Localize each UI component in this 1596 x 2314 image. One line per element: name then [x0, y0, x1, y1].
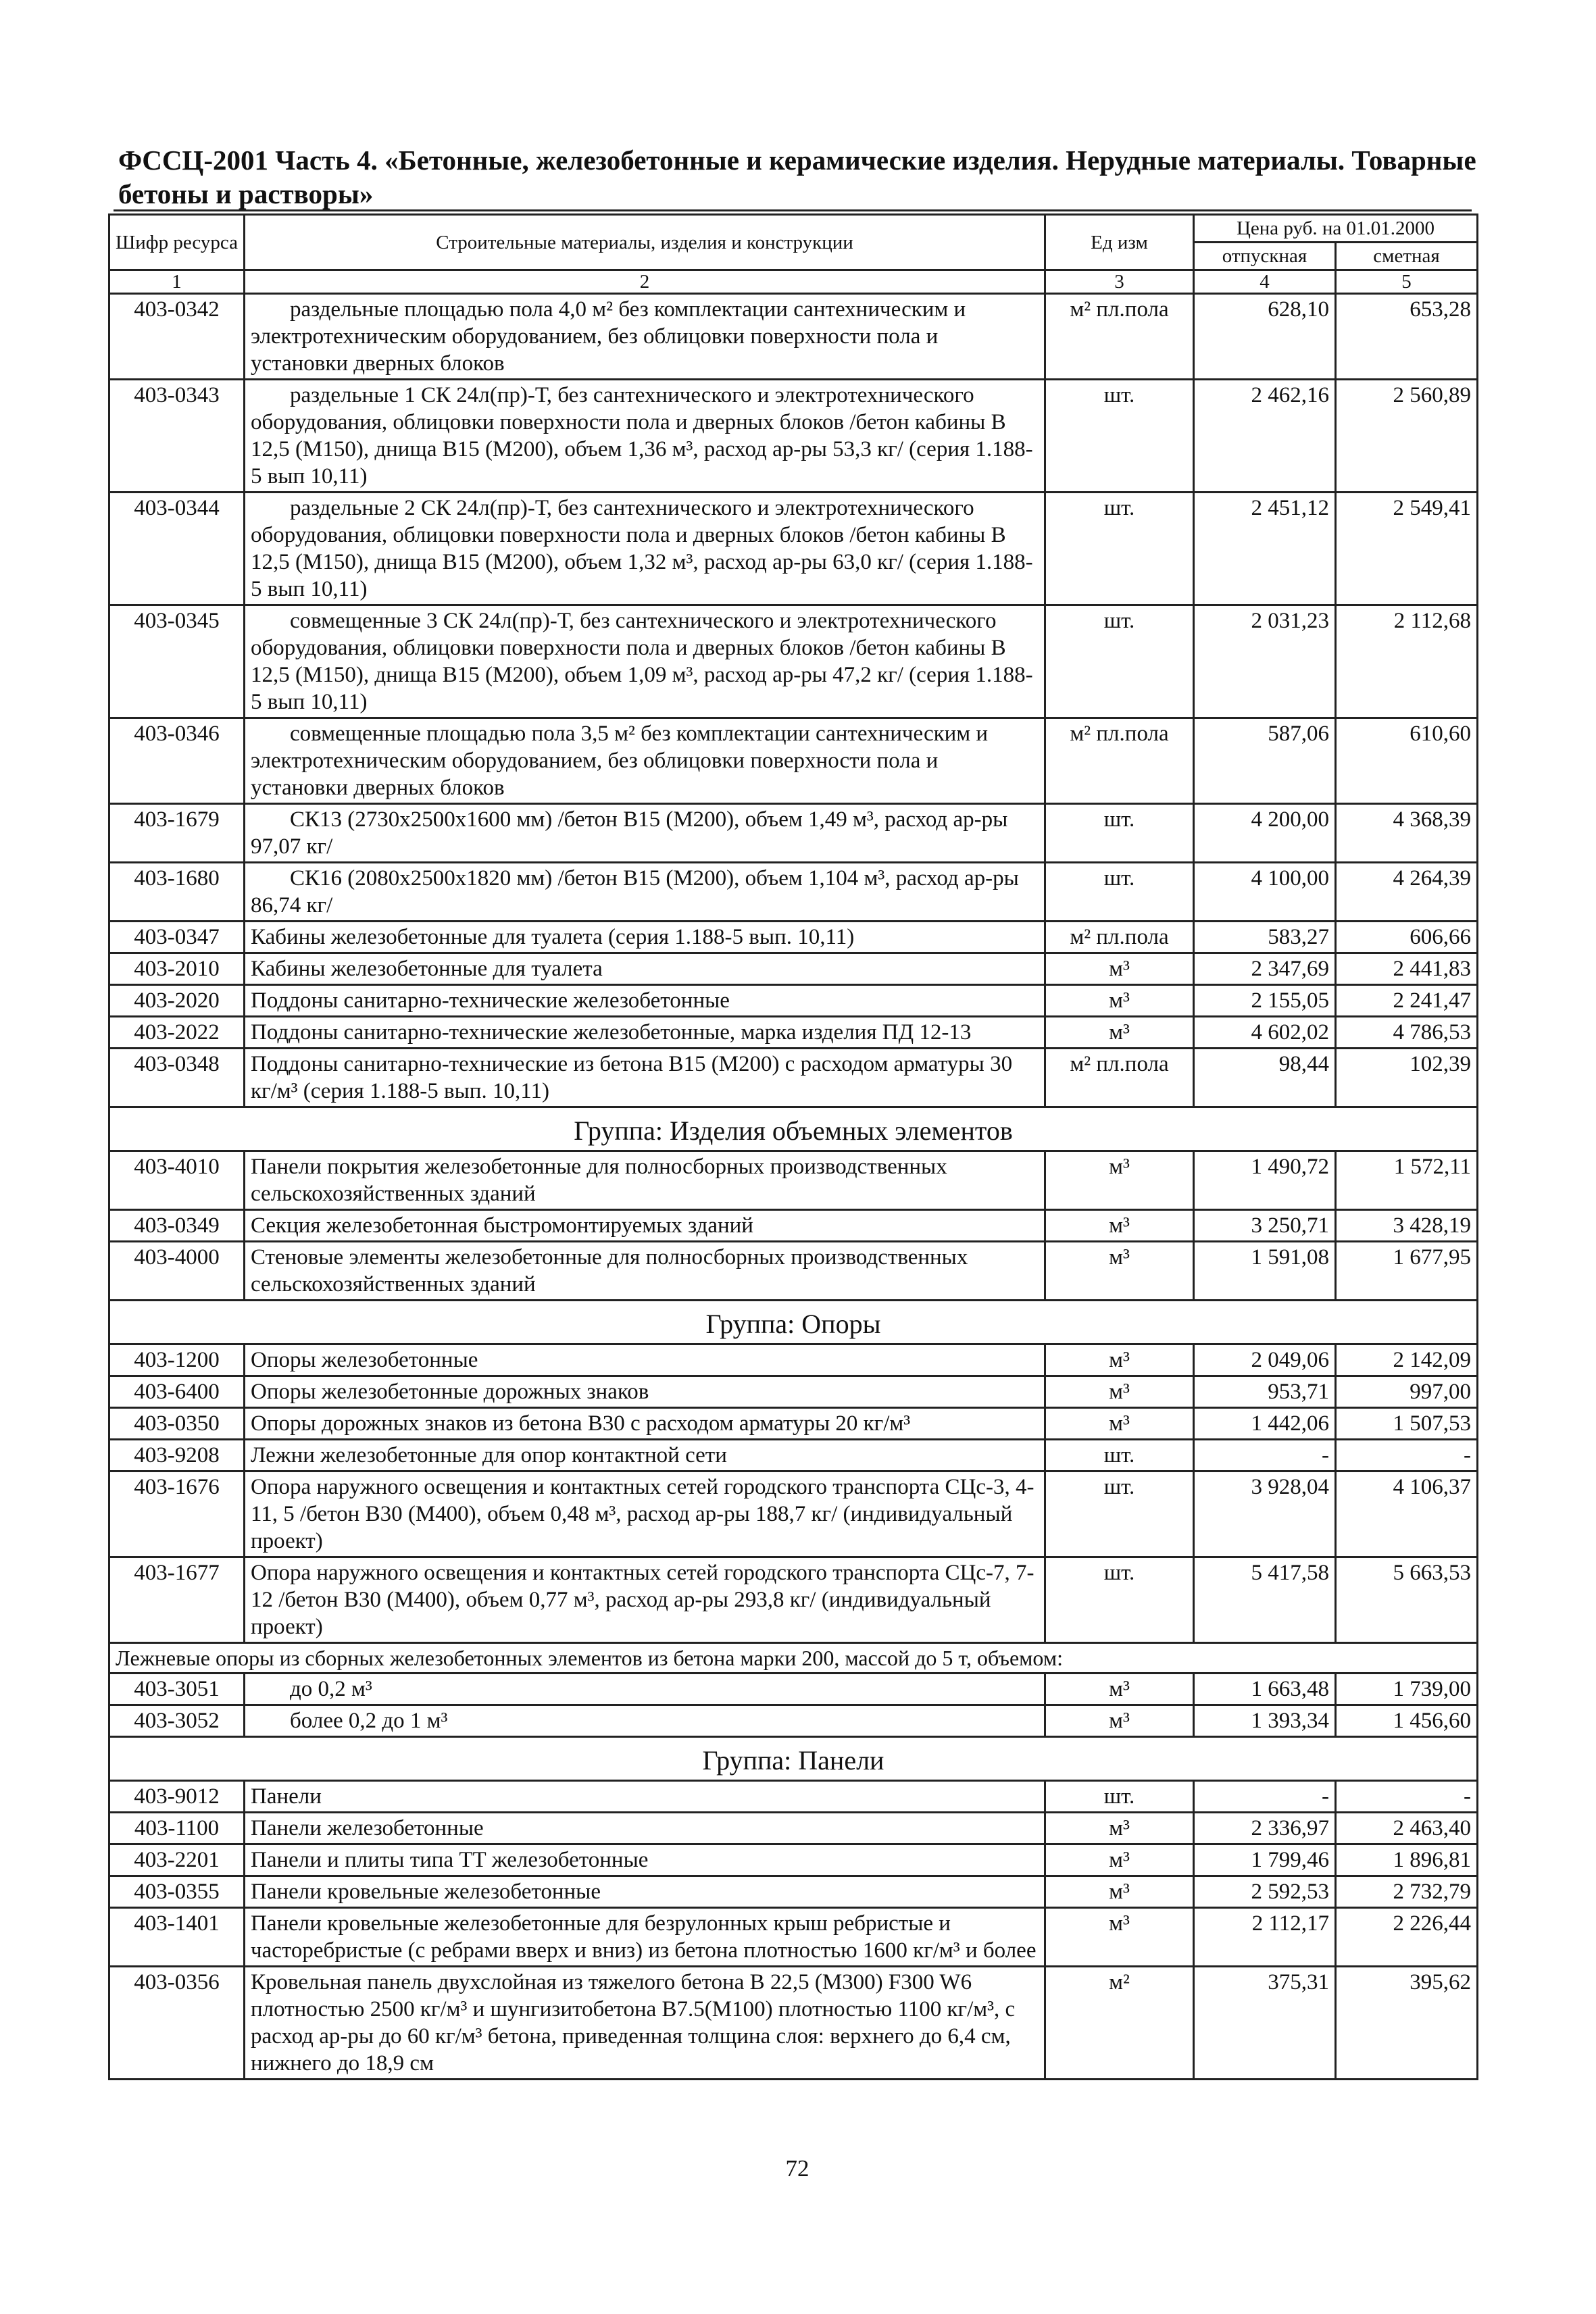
estimate-price: 1 572,11 — [1336, 1151, 1478, 1210]
column-number: 4 — [1194, 270, 1336, 294]
release-price: 4 100,00 — [1194, 863, 1336, 922]
estimate-price: 102,39 — [1336, 1049, 1478, 1107]
table-row — [109, 1813, 1478, 1844]
estimate-price: 2 226,44 — [1336, 1908, 1478, 1967]
table-row — [109, 922, 1478, 953]
group-title: Группа: Панели — [109, 1737, 1478, 1781]
group-title: Группа: Опоры — [109, 1301, 1478, 1344]
resource-code: 403-2022 — [109, 1017, 245, 1049]
table-row — [109, 953, 1478, 985]
release-price: 375,31 — [1194, 1967, 1336, 2080]
table-row — [109, 804, 1478, 863]
resource-code: 403-0342 — [109, 294, 245, 380]
material-name: Поддоны санитарно-технические железобетонные — [245, 985, 1045, 1017]
document-title: ФССЦ-2001 Часть 4. «Бетонные, железобетонные и керамические изделия. Нерудные материалы. Товарные бетоны и растворы» — [118, 145, 1476, 209]
resource-code: 403-1677 — [109, 1557, 245, 1643]
estimate-price: 1 677,95 — [1336, 1242, 1478, 1301]
resource-code: 403-1679 — [109, 804, 245, 863]
resource-code: 403-1680 — [109, 863, 245, 922]
release-price: 4 602,02 — [1194, 1017, 1336, 1049]
table-row — [109, 863, 1478, 922]
unit-of-measure: м³ — [1045, 1844, 1194, 1876]
release-price: 5 417,58 — [1194, 1557, 1336, 1643]
table-row — [109, 1967, 1478, 2080]
material-name: Панели и плиты типа ТТ железобетонные — [245, 1844, 1045, 1876]
material-name: Опоры железобетонные дорожных знаков — [245, 1376, 1045, 1408]
table-row — [109, 1908, 1478, 1967]
estimate-price: 610,60 — [1336, 718, 1478, 804]
group-header-row — [109, 1107, 1478, 1151]
material-name: более 0,2 до 1 м³ — [245, 1705, 1045, 1737]
price-table — [108, 213, 1478, 2080]
table-row — [109, 493, 1478, 605]
resource-code: 403-2201 — [109, 1844, 245, 1876]
unit-of-measure: шт. — [1045, 1440, 1194, 1472]
header-release-price: отпускная — [1194, 243, 1336, 270]
table-row — [109, 1876, 1478, 1908]
unit-of-measure: м³ — [1045, 1408, 1194, 1440]
table-row — [109, 1242, 1478, 1301]
group-header-row — [109, 1301, 1478, 1344]
unit-of-measure: шт. — [1045, 804, 1194, 863]
column-number: 1 — [109, 270, 245, 294]
header-unit: Ед изм — [1045, 215, 1194, 270]
resource-code: 403-1200 — [109, 1344, 245, 1376]
release-price: 4 200,00 — [1194, 804, 1336, 863]
release-price: 587,06 — [1194, 718, 1336, 804]
estimate-price: 4 264,39 — [1336, 863, 1478, 922]
subgroup-note-row — [109, 1643, 1478, 1674]
unit-of-measure: м³ — [1045, 1344, 1194, 1376]
header-price-group: Цена руб. на 01.01.2000 — [1194, 215, 1478, 243]
material-name: совмещенные 3 СК 24л(пр)-Т, без сантехнического и электротехнического оборудования, облицовки поверхности пола и дверных блоков /бетон кабины В 12,5 (М150), днища В15 (М200), объем 1,09 м³, расход ар-ры 47,2 кг/ (серия 1.188-5 вып 10,11) — [245, 605, 1045, 718]
resource-code: 403-4000 — [109, 1242, 245, 1301]
page-number: 72 — [785, 2155, 809, 2182]
table-row — [109, 1376, 1478, 1408]
table-row — [109, 294, 1478, 380]
material-name: Поддоны санитарно-технические из бетона В15 (М200) с расходом арматуры 30 кг/м³ (серия 1.188-5 вып. 10,11) — [245, 1049, 1045, 1107]
estimate-price: 2 441,83 — [1336, 953, 1478, 985]
estimate-price: 3 428,19 — [1336, 1210, 1478, 1242]
resource-code: 403-0355 — [109, 1876, 245, 1908]
unit-of-measure: м³ — [1045, 1017, 1194, 1049]
group-header-row — [109, 1737, 1478, 1781]
unit-of-measure: шт. — [1045, 1781, 1194, 1813]
estimate-price: 2 241,47 — [1336, 985, 1478, 1017]
header-name: Строительные материалы, изделия и конструкции — [245, 215, 1045, 270]
unit-of-measure: м² пл.пола — [1045, 922, 1194, 953]
release-price: 1 591,08 — [1194, 1242, 1336, 1301]
column-number: 2 — [245, 270, 1045, 294]
release-price: 1 799,46 — [1194, 1844, 1336, 1876]
material-name: Панели покрытия железобетонные для полносборных производственных сельскохозяйственных зданий — [245, 1151, 1045, 1210]
unit-of-measure: м² пл.пола — [1045, 294, 1194, 380]
material-name: Панели железобетонные — [245, 1813, 1045, 1844]
estimate-price: 395,62 — [1336, 1967, 1478, 2080]
material-name: Опора наружного освещения и контактных сетей городского транспорта СЦс-7, 7-12 /бетон В30 (М400), объем 0,77 м³, расход ар-ры 293,8 кг/ (индивидуальный проект) — [245, 1557, 1045, 1643]
table-row — [109, 1344, 1478, 1376]
unit-of-measure: м³ — [1045, 1151, 1194, 1210]
estimate-price: 1 896,81 — [1336, 1844, 1478, 1876]
unit-of-measure: шт. — [1045, 380, 1194, 493]
table-row — [109, 1408, 1478, 1440]
table-row — [109, 1472, 1478, 1557]
unit-of-measure: м³ — [1045, 1908, 1194, 1967]
table-body — [109, 294, 1478, 2080]
material-name: совмещенные площадью пола 3,5 м² без комплектации сантехническим и электротехническим оборудованием, без облицовки поверхности пола и установки дверных блоков — [245, 718, 1045, 804]
estimate-price: 1 456,60 — [1336, 1705, 1478, 1737]
estimate-price: 2 463,40 — [1336, 1813, 1478, 1844]
release-price: 583,27 — [1194, 922, 1336, 953]
estimate-price: 4 786,53 — [1336, 1017, 1478, 1049]
resource-code: 403-0344 — [109, 493, 245, 605]
material-name: Панели кровельные железобетонные для безрулонных крыш ребристые и часторебристые (с ребрами вверх и вниз) из бетона плотностью 1600 кг/м³ и более — [245, 1908, 1045, 1967]
estimate-price: 2 112,68 — [1336, 605, 1478, 718]
table-row — [109, 605, 1478, 718]
estimate-price: 997,00 — [1336, 1376, 1478, 1408]
estimate-price: - — [1336, 1440, 1478, 1472]
material-name: Поддоны санитарно-технические железобетонные, марка изделия ПД 12-13 — [245, 1017, 1045, 1049]
material-name: Опоры дорожных знаков из бетона В30 с расходом арматуры 20 кг/м³ — [245, 1408, 1045, 1440]
resource-code: 403-0350 — [109, 1408, 245, 1440]
material-name: СК16 (2080x2500x1820 мм) /бетон В15 (М200), объем 1,104 м³, расход ар-ры 86,74 кг/ — [245, 863, 1045, 922]
unit-of-measure: шт. — [1045, 1557, 1194, 1643]
release-price: 628,10 — [1194, 294, 1336, 380]
release-price: 2 462,16 — [1194, 380, 1336, 493]
material-name: Панели кровельные железобетонные — [245, 1876, 1045, 1908]
unit-of-measure: шт. — [1045, 493, 1194, 605]
release-price: - — [1194, 1781, 1336, 1813]
resource-code: 403-4010 — [109, 1151, 245, 1210]
resource-code: 403-3052 — [109, 1705, 245, 1737]
material-name: Кровельная панель двухслойная из тяжелого бетона В 22,5 (М300) F300 W6 плотностью 2500 кг/м³ и шунгизитобетона В7.5(М100) плотностью 1100 кг/м³, с расход ар-ры до 60 кг/м³ бетона, приведенная толщина слоя: верхнего до 6,4 см, нижнего до 18,9 см — [245, 1967, 1045, 2080]
title-underline — [114, 209, 1472, 211]
resource-code: 403-2020 — [109, 985, 245, 1017]
unit-of-measure: шт. — [1045, 605, 1194, 718]
estimate-price: 5 663,53 — [1336, 1557, 1478, 1643]
release-price: 953,71 — [1194, 1376, 1336, 1408]
unit-of-measure: м³ — [1045, 1242, 1194, 1301]
material-name: Лежни железобетонные для опор контактной сети — [245, 1440, 1045, 1472]
material-name: Опора наружного освещения и контактных сетей городского транспорта СЦс-3, 4-11, 5 /бетон В30 (М400), объем 0,48 м³, расход ар-ры 188,7 кг/ (индивидуальный проект) — [245, 1472, 1045, 1557]
subgroup-note: Лежневые опоры из сборных железобетонных элементов из бетона марки 200, массой до 5 т, объемом: — [109, 1643, 1478, 1674]
table-row — [109, 1049, 1478, 1107]
estimate-price: 653,28 — [1336, 294, 1478, 380]
release-price: 2 347,69 — [1194, 953, 1336, 985]
release-price: 3 928,04 — [1194, 1472, 1336, 1557]
estimate-price: 1 739,00 — [1336, 1674, 1478, 1705]
release-price: 2 451,12 — [1194, 493, 1336, 605]
material-name: раздельные 2 СК 24л(пр)-Т, без сантехнического и электротехнического оборудования, облицовки поверхности пола и дверных блоков /бетон кабины В 12,5 (М150), днища В15 (М200), объем 1,32 м³, расход ар-ры 63,0 кг/ (серия 1.188-5 вып 10,11) — [245, 493, 1045, 605]
table-row — [109, 718, 1478, 804]
resource-code: 403-0349 — [109, 1210, 245, 1242]
release-price: 1 442,06 — [1194, 1408, 1336, 1440]
release-price: - — [1194, 1440, 1336, 1472]
resource-code: 403-2010 — [109, 953, 245, 985]
estimate-price: 2 732,79 — [1336, 1876, 1478, 1908]
unit-of-measure: м³ — [1045, 1705, 1194, 1737]
release-price: 1 663,48 — [1194, 1674, 1336, 1705]
material-name: раздельные площадью пола 4,0 м² без комплектации сантехническим и электротехническим оборудованием, без облицовки поверхности пола и установки дверных блоков — [245, 294, 1045, 380]
unit-of-measure: м³ — [1045, 1210, 1194, 1242]
estimate-price: 2 560,89 — [1336, 380, 1478, 493]
table-row — [109, 1705, 1478, 1737]
unit-of-measure: шт. — [1045, 863, 1194, 922]
unit-of-measure: м² пл.пола — [1045, 1049, 1194, 1107]
resource-code: 403-0346 — [109, 718, 245, 804]
material-name: Секция железобетонная быстромонтируемых зданий — [245, 1210, 1045, 1242]
material-name: раздельные 1 СК 24л(пр)-Т, без сантехнического и электротехнического оборудования, облицовки поверхности пола и дверных блоков /бетон кабины В 12,5 (М150), днища В15 (М200), объем 1,36 м³, расход ар-ры 53,3 кг/ (серия 1.188-5 вып 10,11) — [245, 380, 1045, 493]
unit-of-measure: м³ — [1045, 953, 1194, 985]
table-row — [109, 1017, 1478, 1049]
table-row — [109, 1844, 1478, 1876]
resource-code: 403-0348 — [109, 1049, 245, 1107]
resource-code: 403-0347 — [109, 922, 245, 953]
table-row — [109, 1557, 1478, 1643]
unit-of-measure: м³ — [1045, 1674, 1194, 1705]
unit-of-measure: м³ — [1045, 985, 1194, 1017]
material-name: Кабины железобетонные для туалета — [245, 953, 1045, 985]
release-price: 1 490,72 — [1194, 1151, 1336, 1210]
release-price: 2 112,17 — [1194, 1908, 1336, 1967]
table-row — [109, 1210, 1478, 1242]
release-price: 2 336,97 — [1194, 1813, 1336, 1844]
release-price: 2 155,05 — [1194, 985, 1336, 1017]
release-price: 2 592,53 — [1194, 1876, 1336, 1908]
estimate-price: 1 507,53 — [1336, 1408, 1478, 1440]
resource-code: 403-1676 — [109, 1472, 245, 1557]
estimate-price: 4 106,37 — [1336, 1472, 1478, 1557]
material-name: Стеновые элементы железобетонные для полносборных производственных сельскохозяйственных зданий — [245, 1242, 1045, 1301]
release-price: 1 393,34 — [1194, 1705, 1336, 1737]
table-row — [109, 1151, 1478, 1210]
estimate-price: 606,66 — [1336, 922, 1478, 953]
header-estimate-price: сметная — [1336, 243, 1478, 270]
group-title: Группа: Изделия объемных элементов — [109, 1107, 1478, 1151]
resource-code: 403-3051 — [109, 1674, 245, 1705]
resource-code: 403-1401 — [109, 1908, 245, 1967]
unit-of-measure: м² — [1045, 1967, 1194, 2080]
resource-code: 403-0343 — [109, 380, 245, 493]
release-price: 2 049,06 — [1194, 1344, 1336, 1376]
table-row — [109, 1440, 1478, 1472]
resource-code: 403-1100 — [109, 1813, 245, 1844]
release-price: 2 031,23 — [1194, 605, 1336, 718]
material-name: до 0,2 м³ — [245, 1674, 1045, 1705]
resource-code: 403-9012 — [109, 1781, 245, 1813]
material-name: Панели — [245, 1781, 1045, 1813]
column-number: 5 — [1336, 270, 1478, 294]
resource-code: 403-0345 — [109, 605, 245, 718]
column-number: 3 — [1045, 270, 1194, 294]
resource-code: 403-9208 — [109, 1440, 245, 1472]
table-row — [109, 985, 1478, 1017]
unit-of-measure: м² пл.пола — [1045, 718, 1194, 804]
release-price: 98,44 — [1194, 1049, 1336, 1107]
estimate-price: 2 549,41 — [1336, 493, 1478, 605]
resource-code: 403-6400 — [109, 1376, 245, 1408]
unit-of-measure: м³ — [1045, 1876, 1194, 1908]
estimate-price: 2 142,09 — [1336, 1344, 1478, 1376]
material-name: Опоры железобетонные — [245, 1344, 1045, 1376]
unit-of-measure: шт. — [1045, 1472, 1194, 1557]
unit-of-measure: м³ — [1045, 1813, 1194, 1844]
table-row — [109, 1674, 1478, 1705]
table-row — [109, 380, 1478, 493]
release-price: 3 250,71 — [1194, 1210, 1336, 1242]
unit-of-measure: м³ — [1045, 1376, 1194, 1408]
material-name: Кабины железобетонные для туалета (серия 1.188-5 вып. 10,11) — [245, 922, 1045, 953]
resource-code: 403-0356 — [109, 1967, 245, 2080]
material-name: СК13 (2730x2500x1600 мм) /бетон В15 (М200), объем 1,49 м³, расход ар-ры 97,07 кг/ — [245, 804, 1045, 863]
table-row — [109, 1781, 1478, 1813]
estimate-price: - — [1336, 1781, 1478, 1813]
header-code: Шифр ресурса — [109, 215, 245, 270]
estimate-price: 4 368,39 — [1336, 804, 1478, 863]
